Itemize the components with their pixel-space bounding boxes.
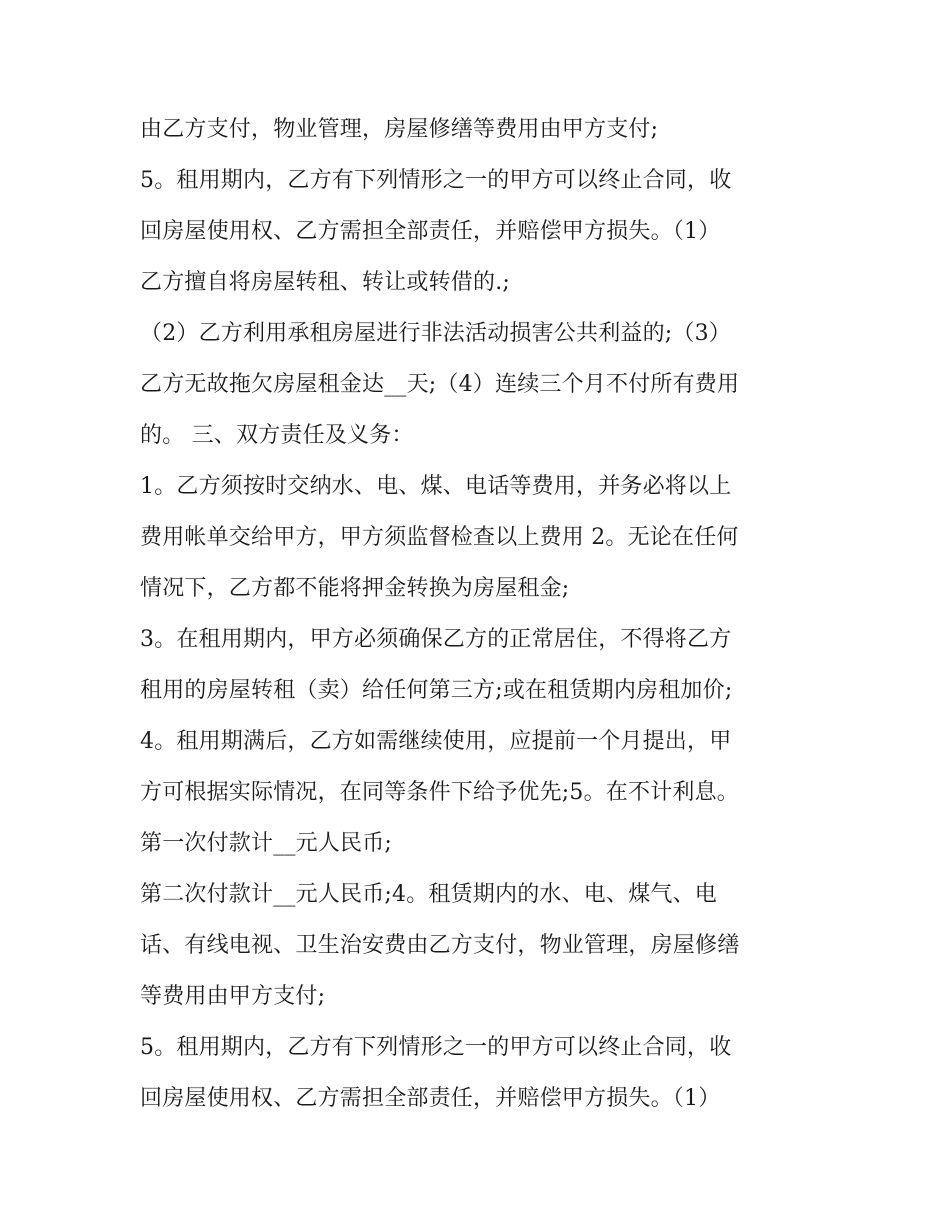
text-line: 情况下，乙方都不能将押金转换为房屋租金;: [140, 576, 570, 601]
text-line: 的。 三、双方责任及义务：: [140, 423, 414, 448]
document-body: [140, 104, 820, 1124]
text-line: 第一次付款计__元人民币;: [140, 831, 393, 856]
text-line: 费用帐单交给甲方，甲方须监督检查以上费用 2。无论在任何: [140, 525, 739, 550]
text-line: 第二次付款计__元人民币;4。租赁期内的水、电、煤气、电: [140, 882, 718, 907]
text-line: 租用的房屋转租（卖）给任何第三方;或在租赁期内房租加价;: [140, 678, 733, 703]
text-line: 话、有线电视、卫生治安费由乙方支付，物业管理，房屋修缮: [140, 933, 740, 958]
text-line: （2）乙方利用承租房屋进行非法活动损害公共利益的;（3）: [140, 321, 732, 346]
text-line: 等费用由甲方支付;: [140, 984, 326, 1009]
text-line: 乙方无故拖欠房屋租金达__天;（4）连续三个月不付所有费用: [140, 372, 740, 397]
text-line: 5。租用期内，乙方有下列情形之一的甲方可以终止合同，收: [140, 168, 732, 193]
text-line: 1。乙方须按时交纳水、电、煤、电话等费用，并务必将以上: [140, 474, 732, 499]
text-line: 由乙方支付，物业管理，房屋修缮等费用由甲方支付;: [140, 117, 659, 142]
text-line: 乙方擅自将房屋转租、转让或转借的.;: [140, 270, 511, 295]
text-line: 回房屋使用权、乙方需担全部责任，并赔偿甲方损失。（1）: [140, 219, 721, 244]
text-line: 方可根据实际情况，在同等条件下给予优先;5。在不计利息。: [140, 780, 740, 805]
text-line: 4。租用期满后，乙方如需继续使用，应提前一个月提出，甲: [140, 729, 732, 754]
text-line: 5。租用期内，乙方有下列情形之一的甲方可以终止合同，收: [140, 1035, 732, 1060]
text-line: 回房屋使用权、乙方需担全部责任，并赔偿甲方损失。（1）: [140, 1086, 721, 1111]
text-line: 3。在租用期内，甲方必须确保乙方的正常居住，不得将乙方: [140, 627, 732, 652]
